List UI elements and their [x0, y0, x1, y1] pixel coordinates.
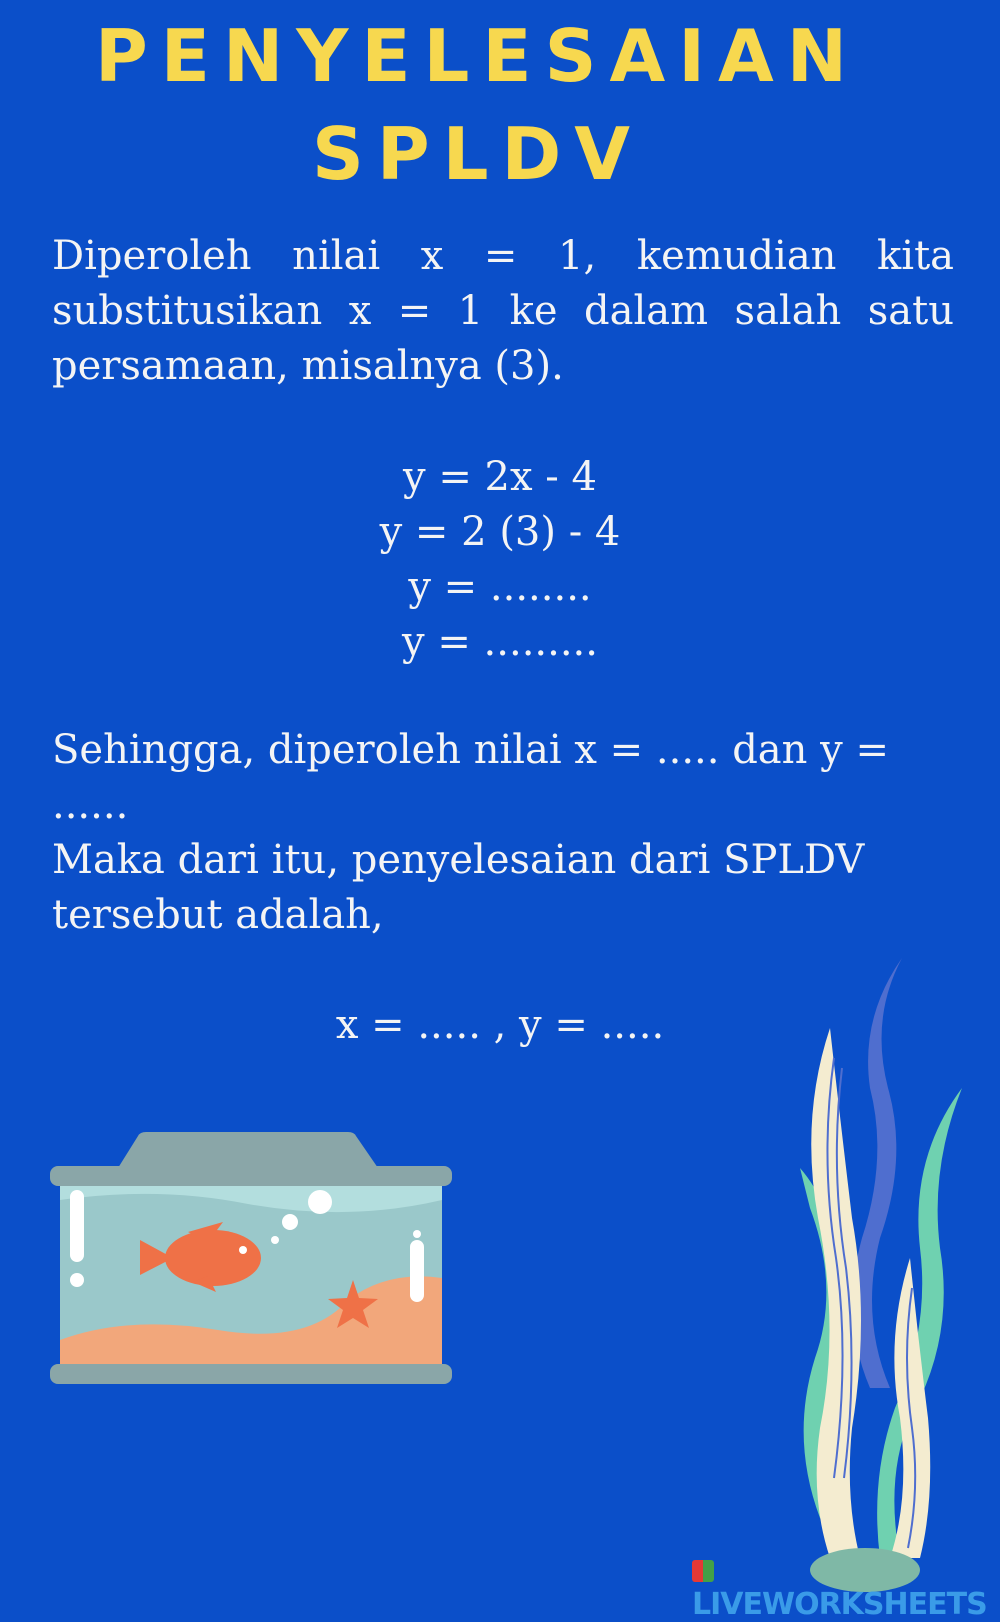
page-title-line1: PENYELESAIAN	[95, 14, 860, 98]
aquarium-illustration	[48, 1130, 458, 1390]
page-title-line2: SPLDV	[312, 112, 643, 196]
equation-4: y = .........	[402, 619, 598, 665]
solution-intro-text: Maka dari itu, penyelesaian dari SPLDV tersebut adalah,	[52, 837, 865, 938]
solution-text: x = ..... , y = .....	[335, 1002, 665, 1048]
intro-paragraph: Diperoleh nilai x = 1, kemudian kita substitusikan x = 1 ke dalam salah satu persamaan, misalnya (3).	[52, 233, 954, 389]
liveworksheets-logo	[692, 1552, 1000, 1622]
equation-3: y = ........	[408, 564, 592, 610]
conclusion-text: Sehingga, diperoleh nilai x = ..... dan y = ......	[52, 727, 889, 828]
liveworksheets-logo-text: LIVEWORKSHEETS	[692, 1587, 987, 1622]
seaweed-illustration	[790, 958, 990, 1595]
equation-1: y = 2x - 4	[403, 454, 597, 500]
equation-2: y = 2 (3) - 4	[379, 509, 621, 555]
